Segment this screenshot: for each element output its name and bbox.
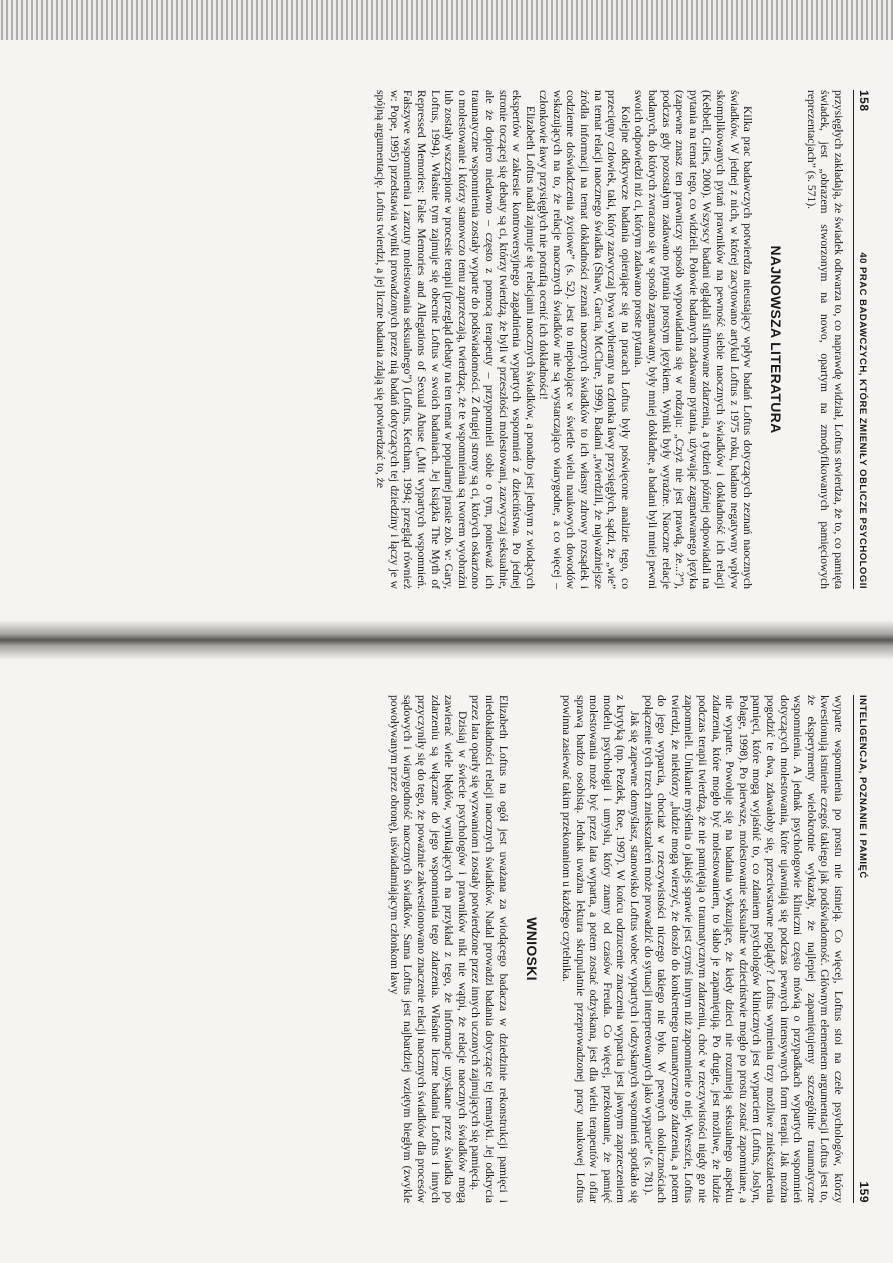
right-page <box>0 655 893 1263</box>
left-running-head <box>853 90 871 589</box>
left-running-title: 40 PRAC BADAWCZYCH, KTÓRE ZMIENIŁY OBLICZE PSYCHOLOGII <box>857 252 868 589</box>
left-paragraph-2: Kolejne odkrywcze badania opierające się na pracach Loftus były poświęcone analizie tego, co przeciętny człowiek, taki, który zazwyczaj bywa wybierany na członka ławy przysięgłych, sądzi, że „wie” na temat relacji naocznego świadka (Shaw, Garcia, McClure, 1999). Badani „twierdzili, że najważniejsze źródła informacji na temat dokładności zeznań naocznych świadków to ich własny zdrowy rozsądek i codzienne doświadczenia życiowe” (s. 52). Jest to niepokojące w świetle wielu naukowych dowodów wskazujących na to, że relacje naocznych świadków nie są wystarczająco wiarygodne, a co więcej – członkowie ławy przysięgłych nie potrafią ocenić ich dokładności! <box>537 90 632 589</box>
right-running-head <box>853 695 871 1203</box>
left-paragraph-1: Kilka prac badawczych potwierdza nieustający wpływ badań Loftus dotyczących zeznań naocznych świadków. W jednej z nich, w której zacytowano artykuł Loftus z 1975 roku, badano negatywny wpływ skomplikowanych pytań prawników na pewność siebie naocznych świadków i dokładność ich relacji (Kebbell, Giles, 2000). Wszyscy badani oglądali sfilmowane zdarzenia, a tydzień później odpowiadali na pytania na temat tego, co widzieli. Połowie badanych zadawano pytania, używając zagmatwanego języka (zapewne znasz ten prawniczy sposób wypowiadania się w rodzaju: „Czyż nie jest prawdą, że...?”), podczas gdy pozostałym zadawano pytania prostym językiem. Wyniki były wyraźne. Naoczne relacje badanych, do których zwracano się w sposób zagmatwany, były mniej dokładne, a badani byli mniej pewni swoich odpowiedzi niż ci, którym zadawano proste pytania. <box>632 90 755 589</box>
left-paragraph-3: Elizabeth Loftus nadal zajmuje się relacjami naocznych świadków, a ponadto jest jednym z wiodących ekspertów w zakresie kontrowersyjnego zagadnienia wypartych wspomnień z dzieciństwa. Po jednej stronie toczącej się debaty są ci, którzy twierdzą, że byli w przeszłości molestowani, zazwyczaj seksualnie, ale że dopiero niedawno – często z pomocą terapeuty – przypomnieli sobie o tym, ponieważ ich traumatyczne wspomnienia zostały wyparte do podświadomości. Z drugiej strony są ci, których oskarżono o molestowanie i którzy stanowczo temu zaprzeczają, twierdząc, że te wspomnienia są tworem wyobraźni lub zostały wszczepione w procesie terapii (przegląd debaty na ten temat w popularnej prasie zob. w: Gary, Loftus, 1994). Właśnie tym zajmuje się obecnie Loftus w swoich badaniach. Jej książka The Myth of Repressed Memories: False Memories and Allegations of Sexual Abuse („Mit wypartych wspomnień. Fałszywe wspomnienia i zarzuty molestowania seksualnego”) (Loftus, Ketcham, 1994; przegląd również w: Pope, 1995) przedstawia wyniki prowadzonych przez nią badań dotyczących tej dziedziny i łączy je w spójną argumentację. Loftus twierdzi, a jej liczne badania zdają się potwierdzać to, że <box>374 90 537 589</box>
left-intro-paragraph: przysięgłych zakładają, że świadek odtwarza to, co naprawdę widział, Loftus stwierdza, że to, co pamięta świadek, jest „obrazem stworzonym na nowo, opartym na zmodyfikowanych pamięciowych reprezentacjach” (s. 571). <box>804 90 845 589</box>
conclusion-paragraph-1: Elizabeth Loftus na ogół jest uważana za wiodącego badacza w dziedzinie rekonstrukcji pamięci i niedokładności relacji naocznych świadków. Nadal prowadzi badania dotyczące tej tematyki. Jej odkrycia przez lata oparły się wyzwaniom i zostały potwierdzone przez innych uczonych zajmujących się pamięcią. <box>469 695 510 1203</box>
right-page-number: 159 <box>857 1181 871 1203</box>
right-running-title: INTELIGENCJA, POZNANIE I PAMIĘĆ <box>857 695 868 879</box>
left-page-number: 158 <box>857 90 871 112</box>
book-gutter-shadow <box>0 620 893 660</box>
right-intro-paragraph: wyparte wspomnienia po prostu nie istnieją. Co więcej, Loftus stoi na czele psychologów, którzy kwestionują istnienie czegoś takiego jak podświadomość. Głównym elementem argumentacji Loftus jest to, że eksperymenty wielokrotnie wykazały, że najlepiej zapamiętujemy szczególnie traumatyczne wspomnienia. A jednak psychologowie kliniczni często mówią o przypadkach wypartych wspomnień dotyczących molestowania, które ujawniają się podczas pewnych intensywnych form terapii. Jak można pogodzić te dwa, zdawałoby się, przeciwstawne poglądy? Loftus wymienia trzy możliwe zniekształcenia pamięci, które mogą wyjaśnić to, co zdaniem psychologów klinicznych jest wyparciem (Loftus, Joslyn, Polage, 1998). Po pierwsze, molestowanie seksualne w dzieciństwie mogło po prostu zostać zapomniane, a nie wyparte. Powołuje się na badania wykazujące, że kiedy dzieci nie rozumieją seksualnego aspektu zdarzenia, które mogło być molestowaniem, to słabo je zapamiętują. Po drugie, jest możliwe, że ludzie podczas terapii twierdzą, że nie pamiętają o traumatycznym zdarzeniu, choć w rzeczywistości nigdy go nie zapomnieli. Unikanie myślenia o jakiejś sprawie jest czymś innym niż zapomnienie o niej. Wreszcie, Loftus twierdzi, że niektórzy „ludzie mogą wierzyć, że doszło do konkretnego traumatycznego zdarzenia, a potem do jego wyparcia, chociaż w rzeczywistości niczego takiego nie było. W pewnych okolicznościach połączenie tych trzech zniekształceń może prowadzić do sytuacji interpretowanych jako wyparcie” (s. 781). <box>641 695 845 1203</box>
conclusion-paragraph-2: Dzisiaj w świecie psychologów i prawników nikt nie wątpi, że relacje naocznych świadków mogą zawierać wiele błędów, wynikających na przykład z tego, że informacje uzyskane przez świadka po zdarzeniu są włączane do jego wspomnienia tego zdarzenia. Właśnie liczne badania Loftus i innych przyczyniły się do tego, że poważnie zakwestionowano znaczenie relacji naocznych świadków dla procesów sądowych i wiarygodność naocznych świadków. Sama Loftus jest najbardziej wziętym biegłym (zwykle powoływanym przez obronę), uświadamiającym członkom ławy <box>387 695 469 1203</box>
right-paragraph-1: Jak się zapewne domyślasz, stanowisko Loftus wobec wypartych i odzyskanych wspomnień spotkało się z krytyką (np. Pezdek, Roe, 1997). W końcu odrzucenie znaczenia wyparcia jest jawnym zaprzeczeniem modelu psychologii i umysłu, który znamy od czasów Freuda. Co więcej, przekonanie, że pamięć molestowania może być przez lata wyparta, a potem zostać odzyskana, jest dla wielu terapeutów i ofiar sprawą bardzo osobistą. Jednak uważna lektura skrupulatnie przeprowadzonej pracy naukowej Loftus powinna zasiewać takim przekonaniom u każdego czytelnika. <box>560 695 642 1203</box>
right-section-heading: WNIOSKI <box>523 917 540 981</box>
left-section-heading: NAJNOWSZA LITERATURA <box>768 245 785 434</box>
